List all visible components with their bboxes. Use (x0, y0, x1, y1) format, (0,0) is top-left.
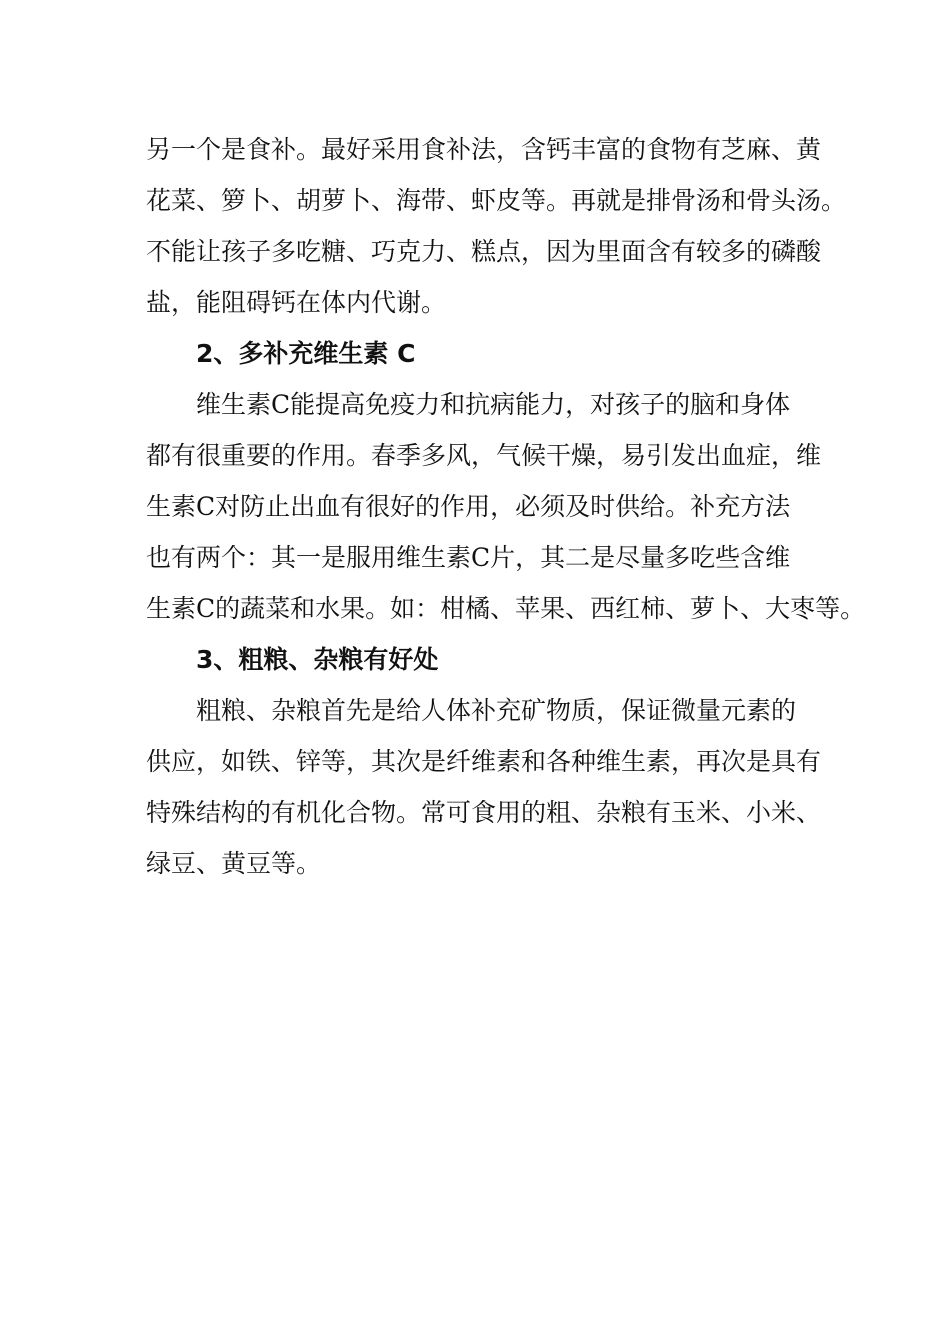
paragraph-1-line-4: 盐，能阻碍钙在体内代谢。 (146, 288, 447, 317)
paragraph-3-line-1: 粗粮、杂粮首先是给人体补充矿物质，保证微量元素的 (196, 696, 797, 725)
section-heading-2: 2、多补充维生素 C (196, 339, 416, 368)
paragraph-1-line-3: 不能让孩子多吃糖、巧克力、糕点，因为里面含有较多的磷酸 (146, 237, 822, 266)
paragraph-3-line-2: 供应，如铁、锌等，其次是纤维素和各种维生素，再次是具有 (146, 747, 822, 776)
section-heading-3: 3、粗粮、杂粮有好处 (196, 645, 439, 674)
paragraph-2-line-5: 生素C的蔬菜和水果。如：柑橘、苹果、西红柿、萝卜、大枣等。 (146, 594, 866, 623)
paragraph-2-line-3: 生素C对防止出血有很好的作用，必须及时供给。补充方法 (146, 492, 791, 521)
paragraph-1-line-1: 另一个是食补。最好采用食补法，含钙丰富的食物有芝麻、黄 (146, 135, 822, 164)
paragraph-3-line-4: 绿豆、黄豆等。 (146, 849, 322, 878)
paragraph-2-line-1: 维生素C能提高免疫力和抗病能力，对孩子的脑和身体 (196, 390, 791, 419)
paragraph-2-line-4: 也有两个：其一是服用维生素C片，其二是尽量多吃些含维 (146, 543, 791, 572)
document-body (146, 124, 866, 889)
paragraph-2-line-2: 都有很重要的作用。春季多风，气候干燥，易引发出血症，维 (146, 441, 822, 470)
paragraph-1-line-2: 花菜、箩卜、胡萝卜、海带、虾皮等。再就是排骨汤和骨头汤。 (146, 186, 847, 215)
paragraph-3-line-3: 特殊结构的有机化合物。常可食用的粗、杂粮有玉米、小米、 (146, 798, 822, 827)
